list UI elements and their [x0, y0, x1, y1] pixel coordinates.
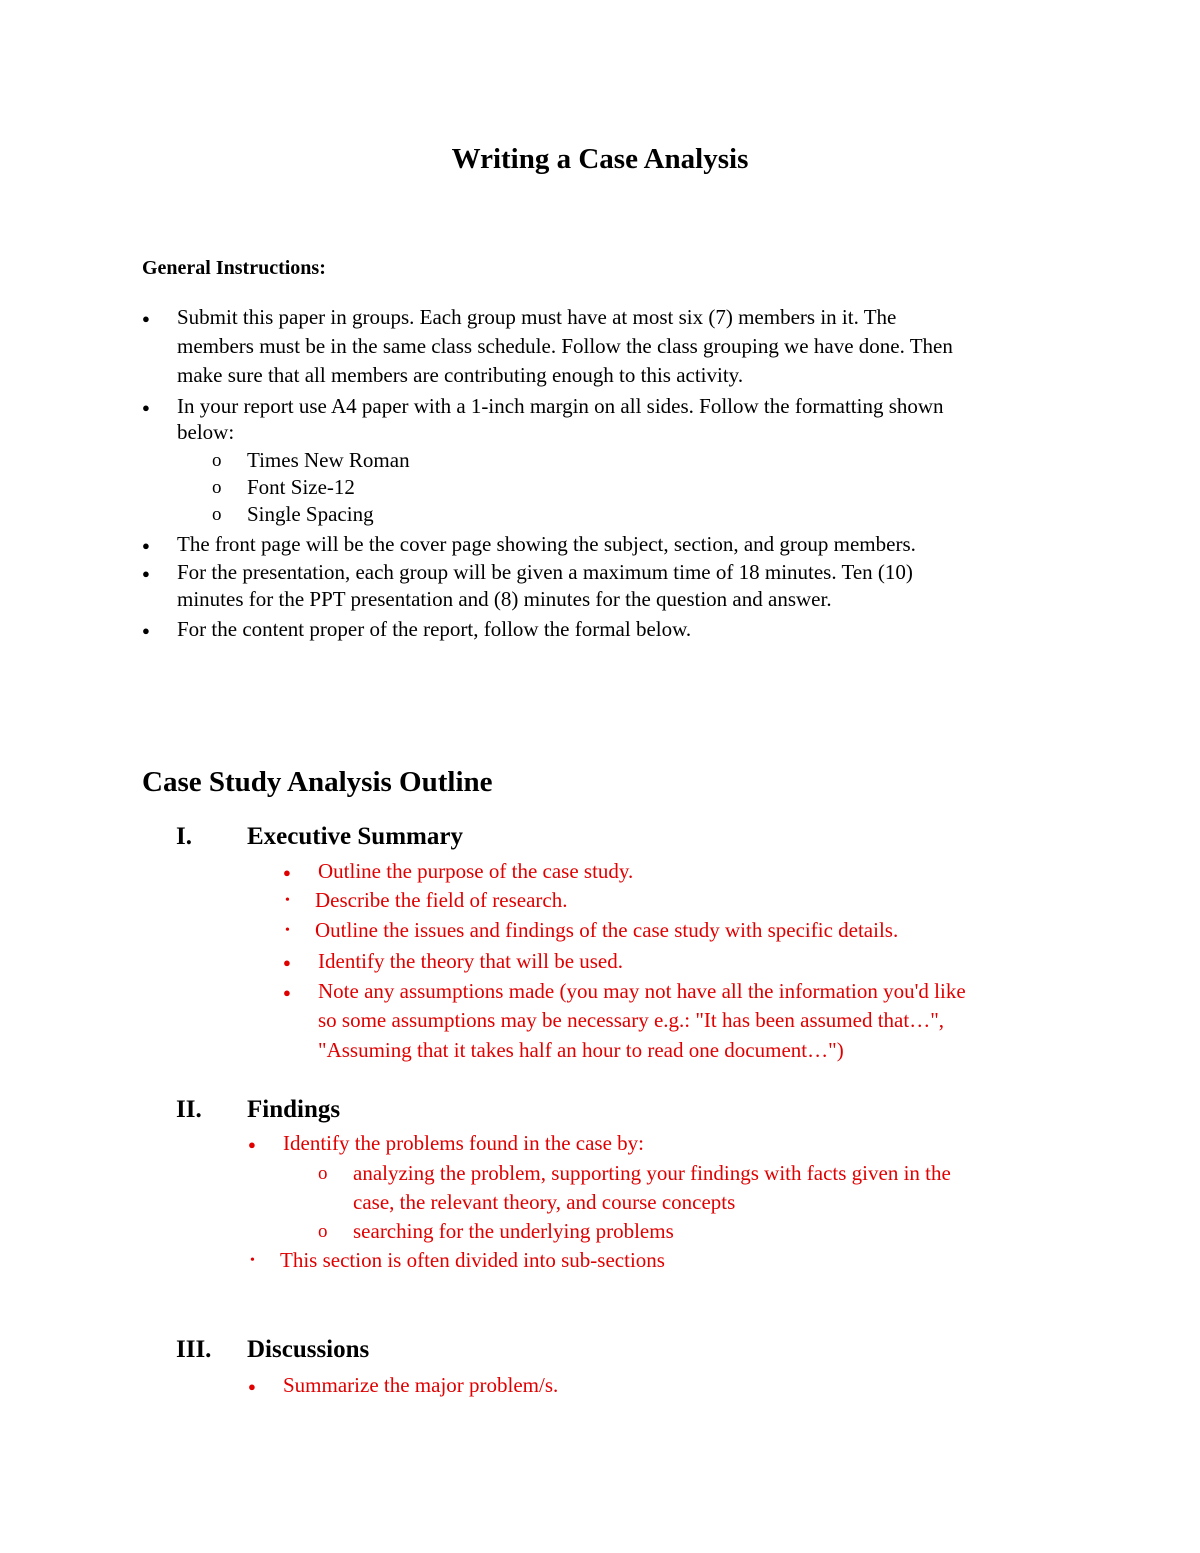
- circle-bullet-icon: o: [212, 450, 222, 471]
- bullet-icon: ●: [283, 985, 291, 1000]
- outline-item: Summarize the major problem/s.: [283, 1373, 559, 1397]
- bullet-icon: ●: [283, 865, 291, 880]
- instruction-line: The front page will be the cover page showing the subject, section, and group members.: [177, 532, 916, 556]
- format-subitem: Single Spacing: [247, 502, 374, 526]
- outline-item: Identify the problems found in the case by:: [283, 1131, 644, 1155]
- section-title: Executive Summary: [247, 823, 463, 850]
- instruction-line: below:: [177, 420, 235, 444]
- bullet-icon: ●: [142, 623, 150, 638]
- bullet-icon: ●: [142, 566, 150, 581]
- outline-item: so some assumptions may be necessary e.g.: "It has been assumed that…",: [318, 1008, 945, 1032]
- instruction-line: members must be in the same class schedule. Follow the class grouping we have done. Then: [177, 334, 953, 358]
- outline-heading: Case Study Analysis Outline: [142, 766, 493, 798]
- bullet-icon: •: [285, 923, 290, 938]
- bullet-icon: ●: [283, 955, 291, 970]
- bullet-icon: ●: [142, 538, 150, 553]
- bullet-icon: ●: [248, 1379, 256, 1394]
- circle-bullet-icon: o: [212, 477, 222, 498]
- format-subitem: Font Size-12: [247, 475, 355, 499]
- circle-bullet-icon: o: [318, 1221, 328, 1242]
- bullet-icon: •: [250, 1253, 255, 1268]
- instruction-line: make sure that all members are contributing enough to this activity.: [177, 363, 744, 387]
- section-number: III.: [176, 1336, 212, 1363]
- outline-item: Outline the purpose of the case study.: [318, 859, 634, 883]
- bullet-icon: ●: [142, 311, 150, 326]
- outline-item: Identify the theory that will be used.: [318, 949, 624, 973]
- instruction-line: In your report use A4 paper with a 1-inch margin on all sides. Follow the formatting shown: [177, 394, 944, 418]
- outline-item: Describe the field of research.: [315, 888, 568, 912]
- circle-bullet-icon: o: [318, 1163, 328, 1184]
- bullet-icon: ●: [142, 400, 150, 415]
- instruction-line: For the content proper of the report, follow the formal below.: [177, 617, 692, 641]
- outline-subitem: case, the relevant theory, and course concepts: [353, 1190, 736, 1214]
- outline-item: Outline the issues and findings of the case study with specific details.: [315, 918, 899, 942]
- bullet-icon: •: [285, 893, 290, 908]
- document-title: Writing a Case Analysis: [451, 143, 749, 175]
- instruction-line: For the presentation, each group will be given a maximum time of 18 minutes. Ten (10): [177, 560, 913, 584]
- format-subitem: Times New Roman: [247, 448, 410, 472]
- outline-item: Note any assumptions made (you may not have all the information you'd like: [318, 979, 966, 1003]
- circle-bullet-icon: o: [212, 504, 222, 525]
- section-title: Discussions: [247, 1336, 370, 1363]
- instruction-line: minutes for the PPT presentation and (8) minutes for the question and answer.: [177, 587, 832, 611]
- general-instructions-label: General Instructions:: [142, 257, 326, 279]
- section-title: Findings: [247, 1096, 341, 1123]
- instruction-line: Submit this paper in groups. Each group must have at most six (7) members in it. The: [177, 305, 897, 329]
- outline-subitem: searching for the underlying problems: [353, 1219, 674, 1243]
- outline-item: This section is often divided into sub-sections: [280, 1248, 665, 1272]
- outline-subitem: analyzing the problem, supporting your findings with facts given in the: [353, 1161, 951, 1185]
- section-number: I.: [176, 823, 192, 850]
- bullet-icon: ●: [248, 1137, 256, 1152]
- outline-item: "Assuming that it takes half an hour to read one document…"): [318, 1038, 844, 1062]
- section-number: II.: [176, 1096, 202, 1123]
